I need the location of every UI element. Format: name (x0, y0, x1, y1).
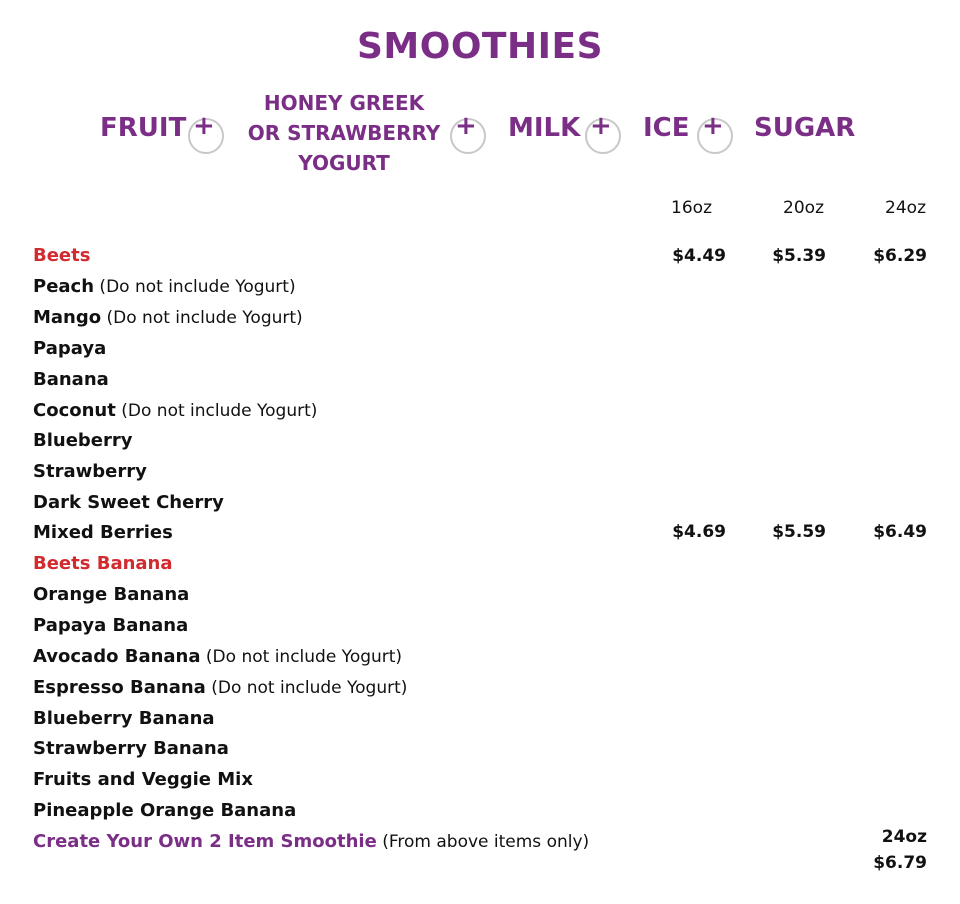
list-item: Pineapple Orange Banana (33, 800, 297, 821)
list-item: Peach (Do not include Yogurt) (33, 276, 296, 297)
list-item: Orange Banana (33, 584, 190, 605)
list-item: Strawberry Banana (33, 738, 229, 759)
plus-icon: + (450, 118, 486, 154)
list-item: Fruits and Veggie Mix (33, 769, 253, 790)
list-item: Papaya (33, 338, 107, 359)
list-item: Mango (Do not include Yogurt) (33, 307, 303, 328)
plus-icon: + (585, 118, 621, 154)
list-item: Papaya Banana (33, 615, 189, 636)
list-item: Blueberry Banana (33, 708, 215, 729)
price-tier2-16oz: $4.69 (672, 522, 726, 542)
plus-icon: + (697, 118, 733, 154)
price-tier2-24oz: $6.49 (873, 522, 927, 542)
price-tier1-20oz: $5.39 (772, 246, 826, 266)
list-item: Mixed Berries (33, 522, 173, 543)
plus-icon: + (188, 118, 224, 154)
list-item: Beets Banana (33, 553, 173, 574)
size-header-20oz: 20oz (783, 198, 824, 218)
price-tier1-24oz: $6.29 (873, 246, 927, 266)
list-item: Espresso Banana (Do not include Yogurt) (33, 677, 408, 698)
list-item: Dark Sweet Cherry (33, 492, 224, 513)
list-item: Banana (33, 369, 109, 390)
formula-ice: ICE (643, 113, 690, 143)
price-tier2-20oz: $5.59 (772, 522, 826, 542)
list-item: Beets (33, 245, 91, 266)
formula-milk: MILK (508, 113, 581, 143)
size-header-24oz: 24oz (885, 198, 926, 218)
list-item: Strawberry (33, 461, 147, 482)
create-own-size: 24oz (881, 827, 927, 847)
create-your-own-item: Create Your Own 2 Item Smoothie (From above items only) (33, 831, 590, 852)
page-title: SMOOTHIES (356, 26, 604, 67)
list-item: Coconut (Do not include Yogurt) (33, 400, 318, 421)
size-header-16oz: 16oz (671, 198, 712, 218)
create-own-price: $6.79 (873, 853, 927, 873)
list-item: Avocado Banana (Do not include Yogurt) (33, 646, 403, 667)
formula-sugar: SUGAR (754, 113, 856, 143)
smoothie-formula (0, 0, 960, 200)
formula-fruit: FRUIT (100, 113, 187, 143)
price-tier1-16oz: $4.49 (672, 246, 726, 266)
formula-yogurt: HONEY GREEK OR STRAWBERRY YOGURT (247, 91, 441, 175)
list-item: Blueberry (33, 430, 133, 451)
